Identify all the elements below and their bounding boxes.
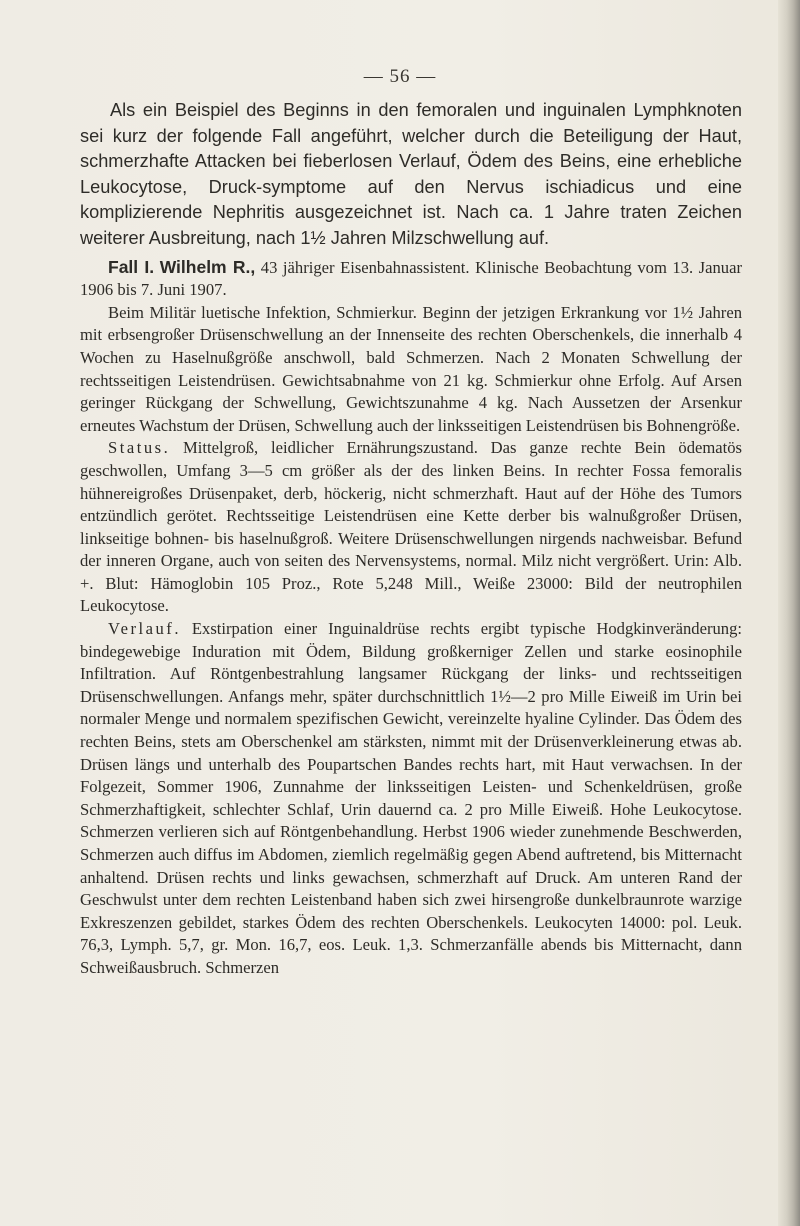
status-label: Status. bbox=[108, 438, 171, 458]
verlauf-label: Verlauf. bbox=[108, 619, 181, 639]
intro-section bbox=[80, 98, 742, 252]
status-paragraph bbox=[80, 437, 742, 618]
page-number: — 56 — bbox=[363, 66, 437, 87]
intro-paragraph: Als ein Beispiel des Beginns in den femoralen und inguinalen Lymphknoten sei kurz der folgende Fall angeführt, welcher durch die Beteiligung der Haut, schmerzhafte Attacken bei fieberlosen Verlauf, Ödem des Beins, eine erhebliche Leukocytose, Druck-symptome auf den Nervus ischiadicus und eine komplizierende Nephritis ausgezeichnet ist. Nach ca. 1 Jahre traten Zeichen weiterer Ausbreitung, nach 1½ Jahren Milzschwellung auf. bbox=[80, 100, 742, 248]
case-header-paragraph bbox=[80, 256, 742, 302]
case-title: Fall I. bbox=[108, 256, 155, 277]
page-edge-shadow bbox=[778, 0, 800, 1226]
case-report bbox=[80, 256, 742, 980]
patient-name: Wilhelm R., bbox=[159, 256, 256, 277]
page-text bbox=[80, 98, 742, 980]
verlauf-paragraph bbox=[80, 618, 742, 980]
verlauf-text: Exstirpation einer Inguinaldrüse rechts ergibt typische Hodgkinveränderung: bindegewebige Induration mit Ödem, Bildung großkerniger Zellen und starke eosinophile Infiltration. Auf Röntgenbestrahlung langsamer Rückgang der links- und rechtsseitigen Drüsenschwellungen. Anfangs mehr, später durchschnittlich 1½—2 pro Mille Eiweiß im Urin bei normaler Menge und normalem spezifischen Gewicht, vereinzelte hyaline Cylinder. Das Ödem des rechten Beins, stets am Oberschenkel am stärksten, nimmt mit der Drüsenverkleinerung etwas ab. Drüsen längs und unterhalb des Poupartschen Bandes rechts hart, mit Haut verwachsen. In der Folgezeit, Sommer 1906, Zunnahme der linksseitigen Leisten- und Schenkeldrüsen, große Schmerzhaftigkeit, schlechter Schlaf, Urin dauernd ca. 2 pro Mille Eiweiß. Hohe Leukocytose. Schmerzen verlieren sich auf Röntgenbehandlung. Herbst 1906 wieder zunehmende Beschwerden, Schmerzen auch diffus im Abdomen, ziemlich regelmäßig gegen Abend auftretend, bis Mitternacht anhaltend. Drüsen rechts und links gewachsen, schmerzhaft auf Druck. Am unteren Rand der Geschwulst unter dem rechten Leistenband haben sich zwei hirsengroße dunkelbraunrote warzige Exkreszenzen gebildet, starkes Ödem des rechten Oberschenkels. Leukocyten 14000: pol. Leuk. 76,3, Lymph. 5,7, gr. Mon. 16,7, eos. Leuk. 1,3. Schmerzanfälle abends bis Mitternacht, dann Schweißausbruch. Schmerzen bbox=[80, 619, 742, 977]
status-text: Mittelgroß, leidlicher Ernährungszustand. Das ganze rechte Bein ödematös geschwollen, Umfang 3—5 cm größer als der des linken Beins. In rechter Fossa femoralis hühnereigroßes Drüsenpaket, derb, höckerig, nicht schmerzhaft. Haut auf der Höhe des Tumors entzündlich gerötet. Rechtsseitige Leistendrüsen eine Kette derber bis walnußgroßer Drüsen, linkseitige bohnen- bis haselnußgroß. Weitere Drüsenschwellungen nirgends nachweisbar. Befund der inneren Organe, auch von seiten des Nervensystems, normal. Milz nicht vergrößert. Urin: Alb. +. Blut: Hämoglobin 105 Proz., Rote 5,248 Mill., Weiße 23000: Bild der neutrophilen Leukocytose. bbox=[80, 438, 742, 616]
history-paragraph: Beim Militär luetische Infektion, Schmierkur. Beginn der jetzigen Erkrankung vor 1½ Jahren mit erbsengroßer Drüsenschwellung an der Innenseite des rechten Oberschenkels, die innerhalb 4 Wochen zu Haselnußgröße anschwoll, bald Schmerzen. Nach 2 Monaten Schwellung der rechtsseitigen Leistendrüsen. Gewichtsabnahme von 21 kg. Schmierkur ohne Erfolg. Auf Arsen geringer Rückgang der Schwellung, Gewichtszunahme 4 kg. Nach Aussetzen der Arsenkur erneutes Wachstum der Drüsen, Schwellung auch der linksseitigen Leistendrüsen bis Bohnengröße. bbox=[80, 302, 742, 435]
case-header-text: 43 jähriger Eisenbahnassistent. Klinische Beobachtung vom 13. Januar 1906 bis 7. Juni 1907. bbox=[80, 257, 742, 300]
